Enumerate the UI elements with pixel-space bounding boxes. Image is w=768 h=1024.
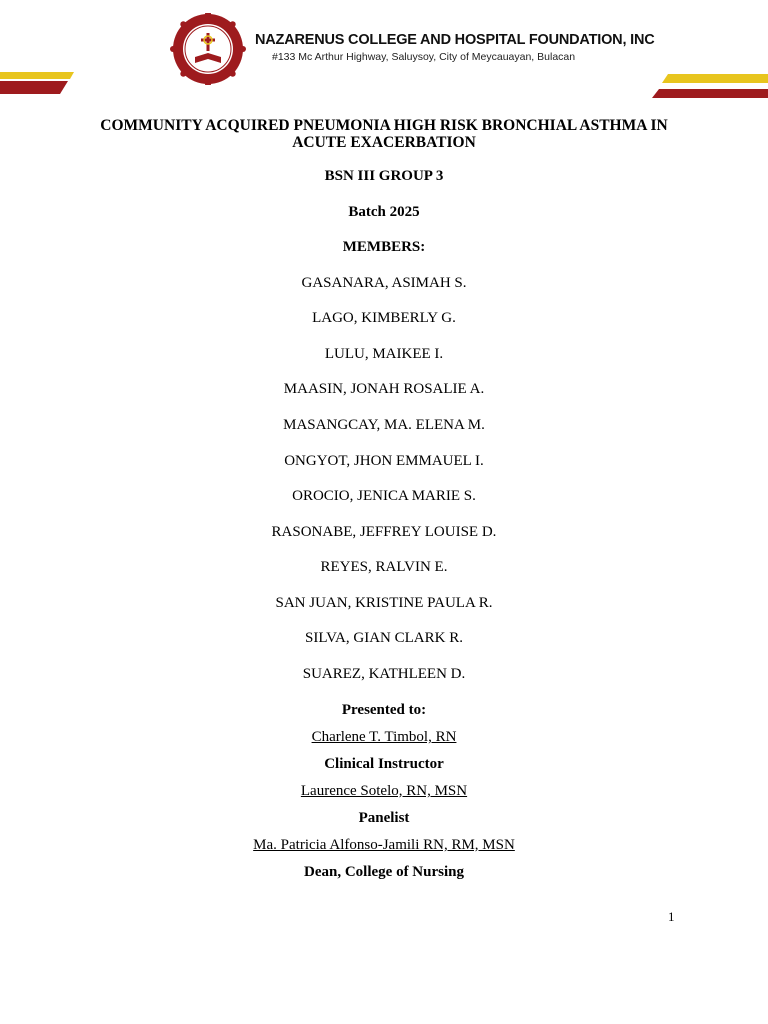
member-item: SUAREZ, KATHLEEN D. xyxy=(302,666,466,682)
panelist-role: Panelist xyxy=(358,810,410,826)
panelist-name-text: Laurence Sotelo, RN, MSN xyxy=(300,783,468,799)
member-item: MASANGCAY, MA. ELENA M. xyxy=(283,417,485,433)
member-item: LAGO, KIMBERLY G. xyxy=(312,310,456,326)
batch-label: Batch 2025 xyxy=(348,204,420,220)
page-number: 1 xyxy=(668,909,675,924)
instructor-name-text: Charlene T. Timbol, RN xyxy=(311,729,457,745)
dean-role: Dean, College of Nursing xyxy=(304,864,464,880)
left-stripe-decoration xyxy=(0,72,76,96)
right-stripe-decoration xyxy=(650,74,768,100)
group-label: BSN III GROUP 3 xyxy=(324,168,444,184)
college-seal-logo xyxy=(168,13,248,85)
institution-address: #133 Mc Arthur Highway, Saluysoy, City of Meycauayan, Bulacan xyxy=(272,51,576,63)
member-item: SILVA, GIAN CLARK R. xyxy=(305,630,463,646)
member-item: GASANARA, ASIMAH S. xyxy=(301,275,467,291)
title-line-2: ACUTE EXACERBATION xyxy=(292,134,476,151)
member-item: SAN JUAN, KRISTINE PAULA R. xyxy=(275,595,493,611)
letterhead xyxy=(0,0,768,100)
member-item: OROCIO, JENICA MARIE S. xyxy=(292,488,476,504)
member-item: ONGYOT, JHON EMMAUEL I. xyxy=(284,453,484,469)
member-item: RASONABE, JEFFREY LOUISE D. xyxy=(271,524,497,540)
document-title xyxy=(0,117,768,151)
dean-name-text: Ma. Patricia Alfonso-Jamili RN, RM, MSN xyxy=(253,837,515,853)
title-line-1: COMMUNITY ACQUIRED PNEUMONIA HIGH RISK BRONCHIAL ASTHMA IN xyxy=(100,117,668,134)
member-item: REYES, RALVIN E. xyxy=(320,559,448,575)
dean-name xyxy=(0,837,768,854)
instructor-name xyxy=(0,729,768,746)
panelist-name xyxy=(0,783,768,800)
members-heading: MEMBERS: xyxy=(342,239,426,255)
presented-to-label: Presented to: xyxy=(341,702,427,718)
member-item: MAASIN, JONAH ROSALIE A. xyxy=(283,381,485,397)
member-item: LULU, MAIKEE I. xyxy=(324,346,444,362)
instructor-role: Clinical Instructor xyxy=(324,756,444,772)
institution-name: NAZARENUS COLLEGE AND HOSPITAL FOUNDATION, INC xyxy=(255,32,655,48)
